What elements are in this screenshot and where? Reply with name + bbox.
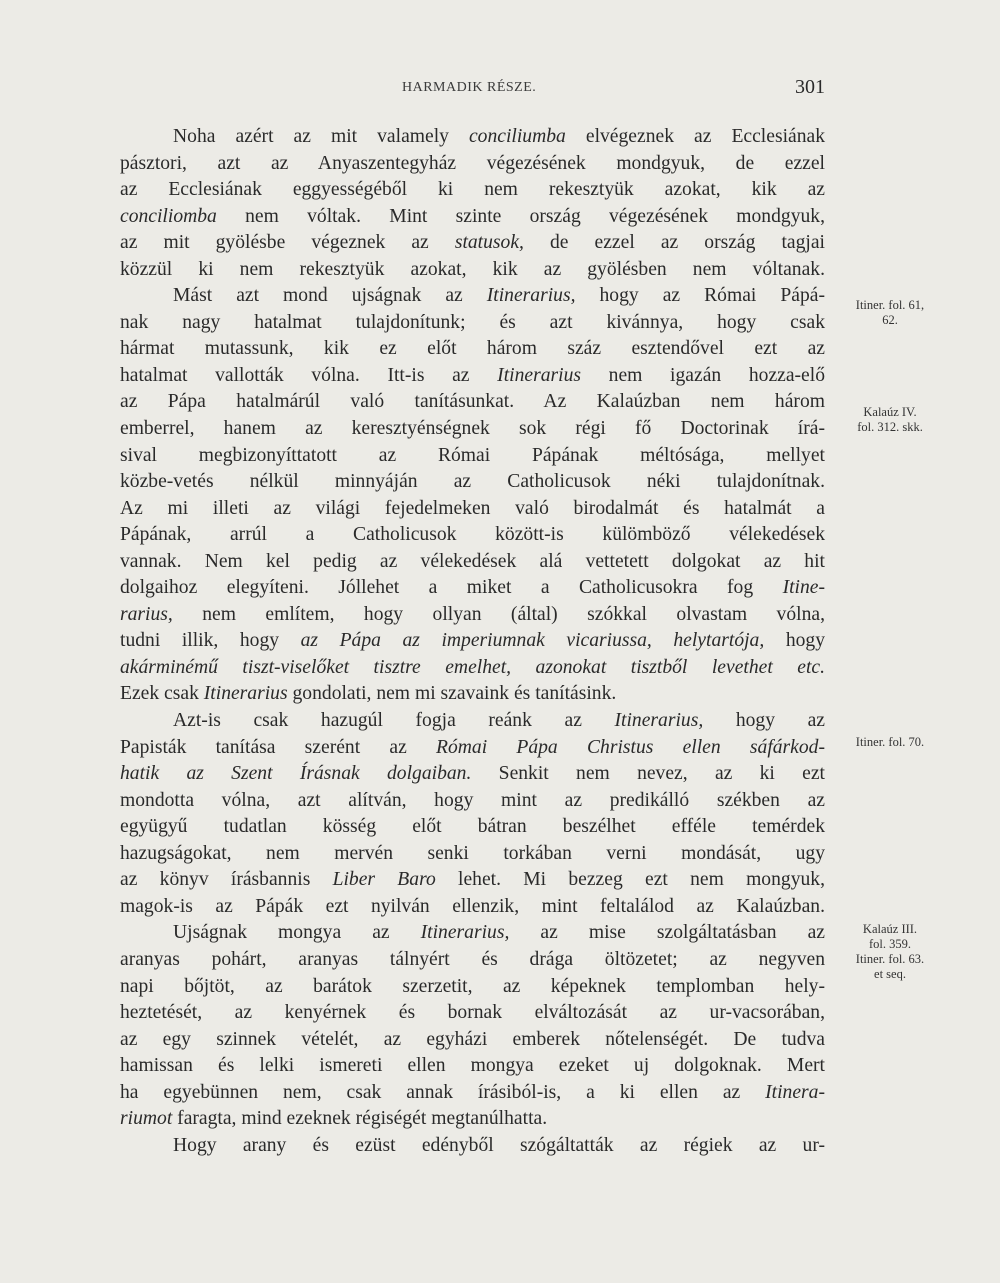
text-line: mondotta vólna, azt alítván, hogy mint az predikálló székben az <box>120 789 825 811</box>
text-line: ha egyebünnen nem, csak annak írásiból-is, a ki ellen az Itinera- <box>120 1081 825 1103</box>
margin-note-line: fol. 359. <box>868 937 911 951</box>
body-text <box>120 124 825 1159</box>
text-line: hatalmat vallották vólna. Itt-is az Itinerarius nem igazán hozza-elő <box>120 364 825 386</box>
text-line: hazugságokat, nem mervén senki torkában verni mondását, ugy <box>120 842 825 864</box>
text-line: Noha azért az mit valamely conciliumba elvégeznek az Ecclesiának <box>173 126 825 147</box>
text-line: Azt-is csak hazugúl fogja reánk az Itinerarius, hogy az <box>173 710 825 732</box>
text-line: vannak. Nem kel pedig az vélekedések alá vettetett dolgokat az hit <box>120 550 825 572</box>
text-line: hamissan és lelki ismereti ellen mongya ezeket uj dolgoknak. Mert <box>120 1055 825 1077</box>
margin-note-line: Itiner. fol. 61, <box>855 298 925 312</box>
text-line: Hogy arany és ezüst edényből szógáltatták az régiek az ur- <box>173 1134 825 1156</box>
text-line: hármat mutassunk, kik ez előt három száz esztendővel ezt az <box>120 338 825 360</box>
text-line: magok-is az Pápák ezt nyilván ellenzik, mint feltalálod az Kalaúzban. <box>120 895 825 917</box>
text-line: emberrel, hanem az keresztyénségnek sok régi fő Doctorinak írá- <box>120 418 825 440</box>
margin-note-line: et seq. <box>874 967 906 981</box>
page-number: 301 <box>795 76 825 98</box>
page-header <box>120 76 825 106</box>
text-line: Mást azt mond ujságnak az Itinerarius, hogy az Római Pápá- <box>173 285 825 307</box>
text-line: az egy szinnek vételét, az egyházi emberek nőtelenségét. De tudva <box>120 1028 825 1050</box>
text-line: hatik az Szent Írásnak dolgaiban. Senkit nem nevez, az ki ezt <box>120 763 825 785</box>
margin-note <box>830 405 950 435</box>
text-line: dolgaihoz elegyíteni. Jóllehet a miket a Catholicusokra fog Itine- <box>120 577 825 599</box>
text-line: Ujságnak mongya az Itinerarius, az mise szolgáltatásban az <box>173 922 825 944</box>
margin-note-line: Itiner. fol. 63. <box>855 952 925 966</box>
text-line: együgyű tudatlan kösség előt bátran beszélhet efféle temérdek <box>120 816 825 838</box>
text-line: sival megbizonyíttatott az Római Pápának méltósága, mellyet <box>120 444 825 466</box>
margin-note-line: fol. 312. skk. <box>857 420 923 434</box>
text-line: napi bőjtöt, az barátok szerzetit, az képeknek templomban hely- <box>120 975 825 997</box>
margin-note-line: Itiner. fol. 70. <box>855 735 925 749</box>
text-line: heztetését, az kenyérnek és bornak elváltozását az ur-vacsorában, <box>120 1002 825 1024</box>
margin-note-line: 62. <box>882 313 898 327</box>
text-line: Ezek csak Itinerarius gondolati, nem mi szavaink és tanításink. <box>120 683 617 705</box>
margin-note <box>830 922 950 982</box>
text-line: az Ecclesiának eggyességéből ki nem rekesztyük azokat, kik az <box>120 179 825 201</box>
margin-note <box>830 735 950 750</box>
text-line: Pápának, arrúl a Catholicusok között-is külömböző vélekedések <box>120 524 825 546</box>
text-line: közzül ki nem rekesztyük azokat, kik az gyölésben nem vóltanak. <box>120 258 825 280</box>
margin-note-line: Kalaúz III. <box>862 922 918 936</box>
text-line: rarius, nem említem, hogy ollyan (által) szókkal olvastam vólna, <box>120 603 825 625</box>
text-line: Az mi illeti az világi fejedelmeken való birodalmát és hatalmát a <box>120 497 825 519</box>
margin-note-line: Kalaúz IV. <box>863 405 917 419</box>
text-line: közbe-vetés nélkül minnyáján az Catholicusok néki tulajdonítnak. <box>120 471 825 493</box>
margin-note <box>830 298 950 328</box>
text-line: aranyas pohárt, aranyas tálnyért és drága öltözetet; az negyven <box>120 948 825 970</box>
text-line: riumot faragta, mind ezeknek régiségét megtanúlhatta. <box>120 1108 548 1130</box>
text-line: az mit gyölésbe végeznek az statusok, de ezzel az ország tagjai <box>120 232 825 254</box>
text-line: Papisták tanítása szerént az Római Pápa Christus ellen sáfárkod- <box>120 736 825 758</box>
text-line: tudni illik, hogy az Pápa az imperiumnak vicariussa, helytartója, hogy <box>120 630 826 652</box>
text-line: pásztori, azt az Anyaszentegyház végezésének mondgyuk, de ezzel <box>120 152 825 174</box>
text-line: az Pápa hatalmárúl való tanításunkat. Az Kalaúzban nem három <box>120 391 825 413</box>
text-line: conciliomba nem vóltak. Mint szinte ország végezésének mondgyuk, <box>120 205 825 227</box>
running-head: HARMADIK RÉSZE. <box>402 80 537 95</box>
text-line: nak nagy hatalmat tulajdonítunk; és azt kivánnya, hogy csak <box>120 311 825 333</box>
text-line: az könyv írásbannis Liber Baro lehet. Mi bezzeg ezt nem mongyuk, <box>120 869 825 891</box>
text-line: akárminémű tiszt-viselőket tisztre emelhet, azonokat tisztből levethet etc. <box>120 656 825 678</box>
